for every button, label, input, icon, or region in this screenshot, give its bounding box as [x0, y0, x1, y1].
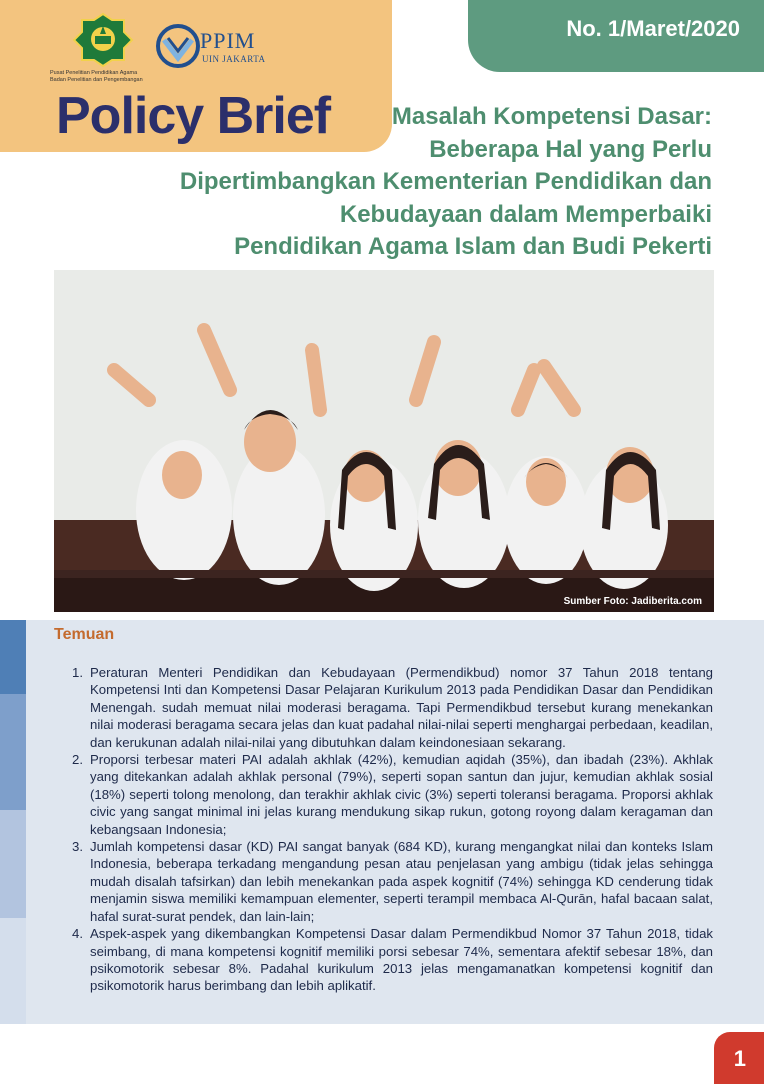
- logo-caption-line: Pusat Penelitian Pendidikan Agama: [50, 70, 138, 76]
- ppim-subtitle: UIN JAKARTA: [202, 54, 266, 64]
- finding-number: 2.: [72, 752, 83, 768]
- side-strip: [0, 620, 26, 694]
- title-line: Dipertimbangkan Kementerian Pendidikan dan: [179, 168, 712, 195]
- finding-item: [72, 925, 713, 995]
- page-number: 1: [733, 1046, 746, 1071]
- logo-caption: [50, 70, 143, 84]
- findings-list: [72, 664, 713, 995]
- logo-caption-line: Badan Penelitian dan Pengembangan: [50, 77, 143, 83]
- side-strip: [0, 810, 26, 918]
- classroom-photo: [54, 270, 714, 612]
- title-line: Beberapa Hal yang Perlu: [429, 135, 712, 163]
- finding-text: Jumlah kompetensi dasar (KD) PAI sangat banyak (684 KD), kurang mengangkat nilai dan konteks Islam Indonesia, beberapa terkadang mengandung pesan atau penjelasan yang ambigu (tidak jelas sehingga mudah disalah tafsirkan) dan lebih menekankan pada aspek kognitif (74%) sehingga KD cenderung tidak menjamin siswa memiliki kemampuan elementer, seperti terampil membaca Al-Qurān, hafal bacaan salat, hafal surat-surat pendek, dan lain-lain;: [90, 839, 713, 924]
- ppim-name: PPIM: [200, 28, 256, 53]
- finding-item: [72, 751, 713, 838]
- issue-label: No. 1/Maret/2020: [566, 16, 740, 41]
- findings-title: Temuan: [54, 626, 115, 643]
- finding-number: 4.: [72, 926, 83, 942]
- title-line: Pendidikan Agama Islam dan Budi Pekerti: [234, 233, 712, 260]
- title-line: Masalah Kompetensi Dasar:: [391, 103, 712, 130]
- ppim-logo: [156, 24, 200, 68]
- finding-number: 3.: [72, 839, 83, 855]
- side-strip: [0, 694, 26, 810]
- page-tab: [714, 1032, 764, 1084]
- photo-credit: Sumber Foto: Jadiberita.com: [563, 596, 702, 607]
- finding-number: 1.: [72, 665, 83, 680]
- brief-title: [152, 101, 712, 264]
- side-strip: [0, 918, 26, 1024]
- kemenag-logo: [72, 12, 134, 68]
- issue-tab: [468, 0, 764, 72]
- title-line: Kebudayaan dalam Memperbaiki: [339, 200, 712, 228]
- finding-item: [72, 838, 713, 925]
- finding-item: [72, 664, 713, 751]
- brief-label: Policy Brief: [56, 87, 331, 145]
- finding-text: Aspek-aspek yang dikembangkan Kompetensi Dasar dalam Permendikbud Nomor 37 Tahun 2018, tidak seimbang, di mana kompetensi kognitif memiliki porsi sebesar 74%, sementara afektif sebesar 18%, dan psikomotorik sebesar 8%. Padahal kurikulum 2013 jelas mengamanatkan kompetensi kognitif dan psikomotorik harus berimbang dan lebih aplikatif.: [90, 926, 713, 994]
- finding-text: Proporsi terbesar materi PAI adalah akhlak (42%), kemudian aqidah (35%), dan ibadah (23%). Akhlak yang ditekankan adalah akhlak personal (79%), seperti sopan santun dan jujur, kemudian akhlak sosial (18%) seperti tolong menolong, dan terakhir akhlak civic (3%) seperti toleransi beragama. Proporsi akhlak civic yang sangat minimal ini jelas kurang mendukung sikap rukun, gotong royong dalam keragaman dan kebangsaan Indonesia;: [90, 752, 713, 837]
- finding-text: Peraturan Menteri Pendidikan dan Kebudayaan (Permendikbud) nomor 37 Tahun 2018 tentang Kompetensi Inti dan Kompetensi Dasar Pelajaran Kurikulum 2013 pada Pendidikan Dasar dan Pendidikan Menengah. sudah memuat nilai moderasi beragama. Tapi Permendikbud tersebut kurang menekankan nilai moderasi beragama secara jelas dan kuat padahal nilai-nilai seperti menghargai perbedaan, keadilan, dan kerukunan adalah nilai-nilai yang dibutuhkan dalam keindonesiaan sekarang.: [90, 665, 713, 750]
